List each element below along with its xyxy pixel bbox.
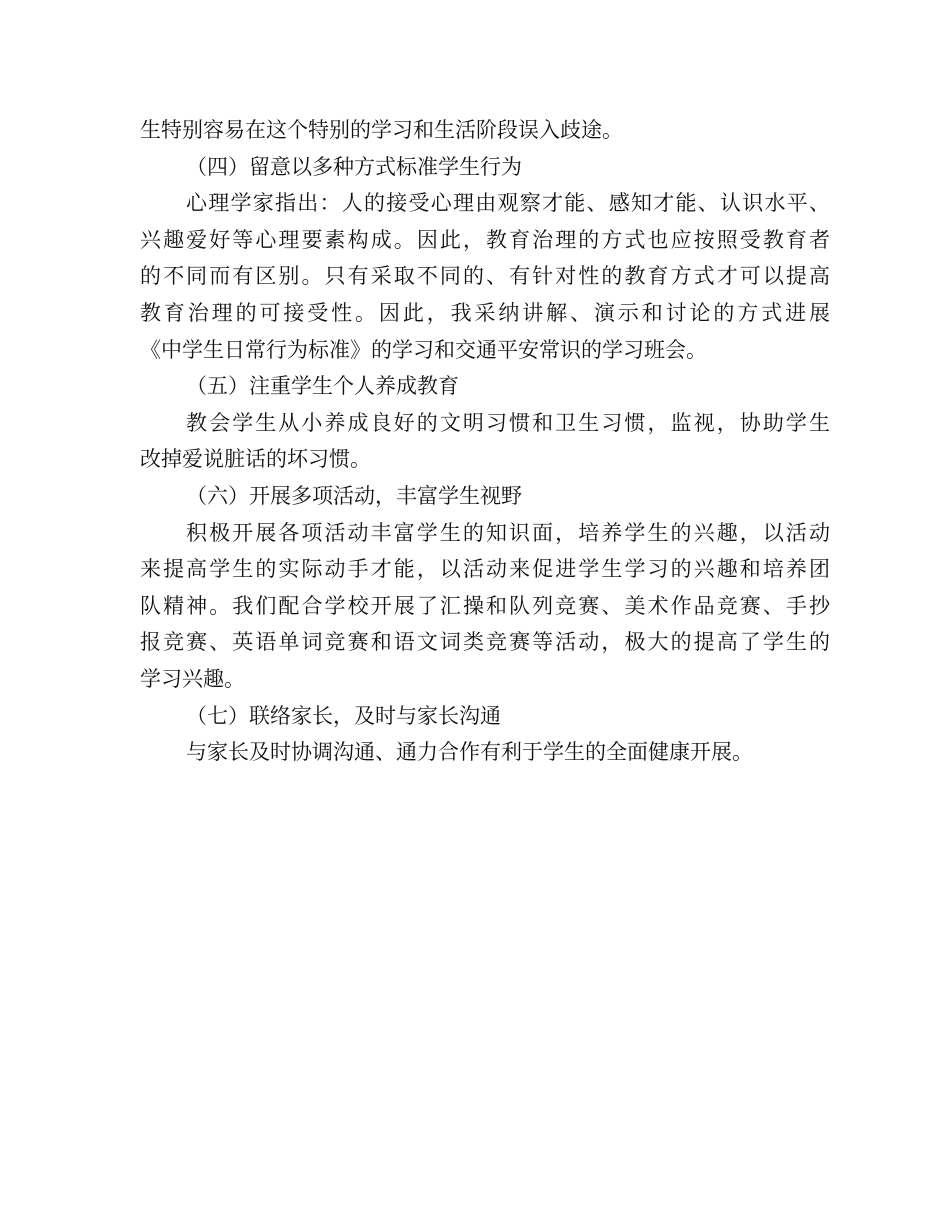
paragraph-line: 报竞赛、英语单词竞赛和语文词类竞赛等活动，极大的提高了学生的 (140, 630, 830, 655)
paragraph-line: 与家长及时协调沟通、通力合作有利于学生的全面健康开展。 (186, 740, 753, 765)
paragraph-line: 心理学家指出：人的接受心理由观察才能、感知才能、认识水平、 (186, 191, 830, 216)
section-heading-6: （六）开展多项活动，丰富学生视野 (186, 483, 522, 508)
document-body (140, 112, 830, 771)
paragraph-line: 教育治理的可接受性。因此，我采纳讲解、演示和讨论的方式进展 (140, 300, 830, 325)
paragraph-line: 学习兴趣。 (140, 666, 245, 691)
paragraph-line: 改掉爱说脏话的坏习惯。 (140, 447, 371, 472)
paragraph-line: 《中学生日常行为标准》的学习和交通平安常识的学习班会。 (140, 337, 707, 362)
paragraph-line: 来提高学生的实际动手才能，以活动来促进学生学习的兴趣和培养团 (140, 557, 830, 582)
paragraph-line: 生特别容易在这个特别的学习和生活阶段误入歧途。 (140, 118, 623, 142)
paragraph-line: 兴趣爱好等心理要素构成。因此，教育治理的方式也应按照受教育者 (140, 227, 830, 252)
paragraph-line: 的不同而有区别。只有采取不同的、有针对性的教育方式才可以提高 (140, 264, 830, 289)
section-heading-5: （五）注重学生个人养成教育 (186, 374, 459, 399)
paragraph-line: 教会学生从小养成良好的文明习惯和卫生习惯，监视，协助学生 (186, 410, 830, 435)
section-heading-4: （四）留意以多种方式标准学生行为 (186, 154, 522, 179)
paragraph-line: 积极开展各项活动丰富学生的知识面，培养学生的兴趣，以活动 (186, 520, 830, 545)
paragraph-line: 队精神。我们配合学校开展了汇操和队列竞赛、美术作品竞赛、手抄 (140, 593, 830, 618)
section-heading-7: （七）联络家长，及时与家长沟通 (186, 703, 501, 728)
